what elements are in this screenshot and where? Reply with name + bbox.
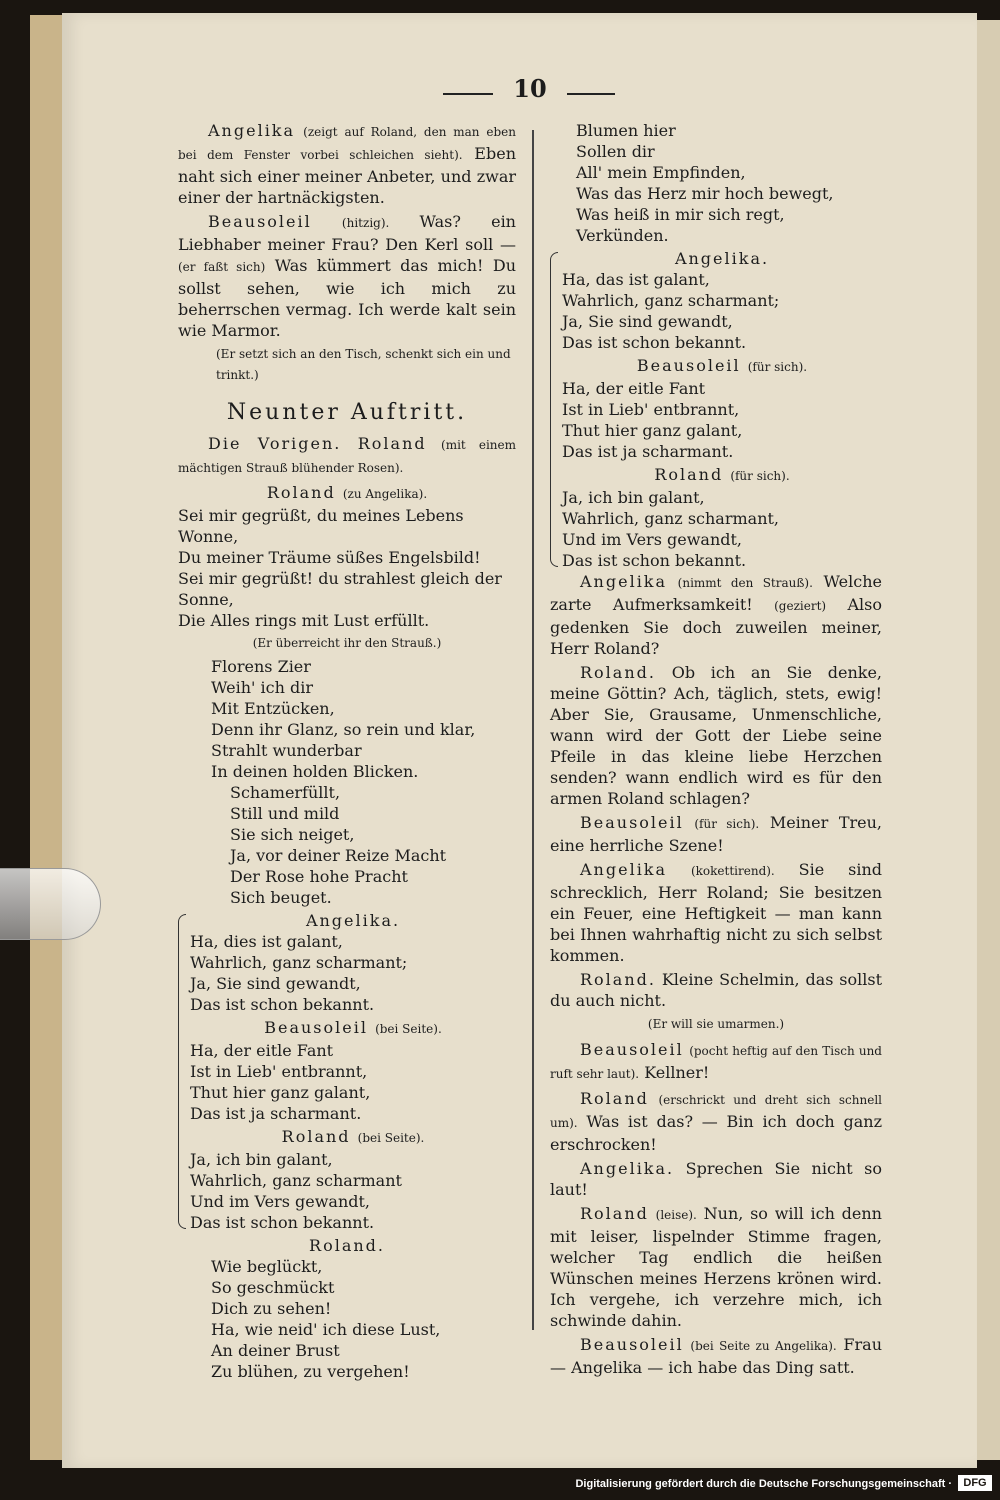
verse-line: Ha, der eitle Fant: [562, 379, 706, 398]
paragraph-roland-5: [550, 1203, 882, 1331]
dialogue-text: Kleine Schelmin, das sollst du auch nicht.: [550, 970, 883, 1010]
verse-line: Das ist schon bekannt.: [190, 995, 375, 1014]
stage-direction: (leise).: [655, 1208, 697, 1222]
verse-line: Du meiner Träume süßes Engelsbild!: [178, 548, 481, 567]
verse-line: Thut hier ganz galant,: [562, 421, 743, 440]
verse-line: Blumen hier: [576, 121, 676, 140]
right-column: [550, 120, 882, 1381]
funding-notice: Digitalisierung gefördert durch die Deutsche Forschungsgemeinschaft ·: [575, 1478, 952, 1490]
verse-line: Thut hier ganz galant,: [190, 1083, 371, 1102]
verse-line: Florens Zier: [211, 657, 311, 676]
verse-line: Wahrlich, ganz scharmant;: [562, 291, 780, 310]
speaker-name: Beausoleil: [580, 1040, 684, 1059]
verse-line: Wahrlich, ganz scharmant;: [190, 953, 408, 972]
cast-names: Die Vorigen. Roland: [208, 434, 427, 453]
verse-line: Das ist schon bekannt.: [190, 1213, 375, 1232]
verse-line: Das ist schon bekannt.: [562, 333, 747, 352]
verse-line: Wahrlich, ganz scharmant: [190, 1171, 402, 1190]
verse-line: Das ist ja scharmant.: [562, 442, 734, 461]
verse-line: Sie sich neiget,: [230, 825, 355, 844]
curly-brace: [178, 914, 186, 1229]
stage-direction: (bei Seite).: [357, 1131, 425, 1145]
dialogue-text: Meiner Treu, eine herrliche Szene!: [550, 813, 883, 855]
verse-song-2: [178, 782, 516, 908]
verse-line: Was heiß in mir sich regt,: [576, 205, 785, 224]
verse-line: Die Alles rings mit Lust erfüllt.: [178, 611, 430, 630]
paragraph-beausoleil-2: [550, 812, 882, 856]
stage-direction: (für sich).: [730, 469, 790, 483]
stage-direction: (kokettirend).: [690, 864, 775, 878]
cast-line: [178, 433, 516, 479]
verse-line: Ha, der eitle Fant: [190, 1041, 334, 1060]
speaker-name: Beausoleil: [208, 212, 312, 231]
verse-line: An deiner Brust: [211, 1341, 340, 1360]
verse-line: Verkünden.: [576, 226, 669, 245]
header-rule-left: [443, 93, 493, 95]
dialogue-text: Sie sind schrecklich, Herr Roland; Sie besitzen ein Feuer, eine Heftigkeit — man kann bei Ihnen wahrhaftig nicht zu sich selbst kommen.: [550, 860, 883, 965]
speaker-name: Roland: [580, 1204, 649, 1223]
stage-direction-block: (Er will sie umarmen.): [647, 1017, 785, 1031]
verse-line: Ja, ich bin galant,: [190, 1150, 333, 1169]
paragraph-angelika-1: [178, 120, 516, 208]
speaker-name: Angelika.: [580, 1159, 675, 1178]
paragraph-beausoleil-1: [178, 211, 516, 341]
verse-line: Wahrlich, ganz scharmant,: [562, 509, 780, 528]
verse-roland-greeting: [178, 505, 516, 631]
speaker-heading: Angelika.: [674, 249, 770, 268]
verse-song-1: [178, 656, 516, 782]
speaker-name: Roland: [580, 1089, 649, 1108]
verse-line: Ja, ich bin galant,: [562, 488, 705, 507]
stage-direction: (geziert): [774, 599, 827, 613]
stage-direction: (bei Seite zu Angelika).: [690, 1339, 837, 1353]
verse-line: Sollen dir: [576, 142, 655, 161]
verse-line: Weih' ich dir: [211, 678, 313, 697]
verse-line: Denn ihr Glanz, so rein und klar,: [211, 720, 476, 739]
verse-line: Wie beglückt,: [211, 1257, 323, 1276]
stage-direction-block: (Er setzt sich an den Tisch, schenkt sich ein und trinkt.): [216, 347, 511, 382]
paragraph-beausoleil-4: [550, 1334, 882, 1378]
verse-line: Still und mild: [230, 804, 340, 823]
paragraph-beausoleil-3: [550, 1039, 882, 1085]
stage-direction: (pocht heftig auf den Tisch und ruft sehr laut).: [550, 1044, 882, 1081]
dialogue-text: Was ist das? — Bin ich doch ganz erschrocken!: [550, 1112, 883, 1154]
verse-line: Das ist ja scharmant.: [190, 1104, 362, 1123]
verse-line: Ja, vor deiner Reize Macht: [230, 846, 447, 865]
verse-line: Zu blühen, zu vergehen!: [211, 1362, 410, 1381]
dialogue-text: Was? ein Liebhaber meiner Frau? Den Kerl soll —: [178, 212, 516, 254]
verse-continuation: [550, 120, 882, 246]
speaker-name: Angelika: [580, 860, 668, 879]
stage-direction: (zu Angelika).: [342, 487, 428, 501]
speaker-name: Roland: [266, 483, 336, 502]
dialogue-text: Nun, so will ich denn mit leiser, lispelnder Stimme fragen, welcher Tag endlich die heißen Wünschen meines Herzens krönen wird. Ich vergehe, ich verzehre mich, ich schwinde dahin.: [550, 1204, 882, 1330]
verse-line: Ha, wie neid' ich diese Lust,: [211, 1320, 441, 1339]
stage-direction: (erschrickt und dreht sich schnell um).: [550, 1093, 883, 1130]
footer-bar: [0, 1470, 1000, 1500]
verse-line: Das ist schon bekannt.: [562, 551, 747, 570]
verse-line: Schamerfüllt,: [230, 783, 341, 802]
dialogue-text: Welche zarte Aufmerksamkeit!: [550, 572, 882, 614]
paragraph-roland-2: [550, 662, 882, 809]
verse-line: Ha, dies ist galant,: [190, 932, 343, 951]
speaker-name: Roland.: [580, 970, 656, 989]
speaker-heading: [178, 482, 516, 505]
paragraph-angelika-2: [550, 571, 882, 659]
speaker-heading: [562, 355, 882, 378]
dialogue-text: Frau — Angelika — ich habe das Ding satt.: [550, 1335, 882, 1377]
verse-line: Sei mir gegrüßt! du strahlest gleich der Sonne,: [178, 569, 502, 609]
speaker-heading: Roland.: [309, 1236, 385, 1255]
speaker-name: Angelika: [580, 572, 668, 591]
trio-group-right: [550, 248, 882, 571]
dialogue-text: Ob ich an Sie denke, meine Göttin? Ach, täglich, stets, ewig! Aber Sie, Grausame, Unmenschliche, wann wird der Gott der Liebe seine Pfeile in das kleine liebe Herzchen senden? wann endlich wird es für den armen Roland schlagen?: [550, 663, 882, 808]
dialogue-text: Was kümmert das mich! Du sollst sehen, wie ich mich zu beherrschen vermag. Ich werde kalt sein wie Marmor.: [178, 256, 516, 340]
stage-direction-block: (Er überreicht ihr den Strauß.): [252, 636, 442, 650]
stage-direction: (zeigt auf Roland, den man eben bei dem Fenster vorbei schleichen sieht).: [178, 125, 516, 162]
stage-direction: (mit einem mächtigen Strauß blühender Rosen).: [178, 438, 516, 475]
scene-heading: Neunter Auftritt.: [226, 400, 468, 425]
verse-line: So geschmückt: [211, 1278, 335, 1297]
paragraph-angelika-3: [550, 859, 882, 966]
verse-line: Ha, das ist galant,: [562, 270, 710, 289]
column-divider: [532, 130, 534, 1330]
trio-group-left: [178, 910, 516, 1233]
header-rule-right: [567, 93, 615, 95]
bookmark-tab[interactable]: [0, 868, 101, 940]
verse-line: Was das Herz mir hoch bewegt,: [576, 184, 834, 203]
speaker-name: Roland: [654, 465, 724, 484]
speaker-name: Angelika: [208, 121, 296, 140]
stage-direction: (er faßt sich): [178, 260, 266, 274]
speaker-name: Roland.: [580, 663, 656, 682]
verse-line: Ja, Sie sind gewandt,: [190, 974, 361, 993]
speaker-name: Beausoleil: [580, 813, 684, 832]
paragraph-roland-3: [550, 969, 882, 1011]
verse-line: In deinen holden Blicken.: [211, 762, 419, 781]
verse-line: Ist in Lieb' entbrannt,: [562, 400, 740, 419]
speaker-heading: [190, 1017, 516, 1040]
page-number: 10: [513, 74, 547, 103]
dialogue-text: Also gedenken Sie doch zuweilen meiner, Herr Roland?: [550, 595, 882, 658]
verse-line: Der Rose hohe Pracht: [230, 867, 408, 886]
verse-line: Strahlt wunderbar: [211, 741, 362, 760]
dfg-logo: DFG: [958, 1475, 992, 1491]
dialogue-text: Eben naht sich einer meiner Anbeter, und zwar einer der hartnäckigsten.: [178, 144, 516, 207]
paragraph-angelika-4: [550, 1158, 882, 1200]
dialogue-text: Kellner!: [644, 1063, 710, 1082]
verse-line: Und im Vers gewandt,: [562, 530, 742, 549]
stage-direction: (nimmt den Strauß).: [677, 576, 813, 590]
verse-line: Ja, Sie sind gewandt,: [562, 312, 733, 331]
verse-roland-song: [178, 1256, 516, 1382]
verse-line: Dich zu sehen!: [211, 1299, 332, 1318]
stage-direction: (hitzig).: [341, 216, 390, 230]
verse-line: All' mein Empfinden,: [576, 163, 746, 182]
verse-line: Sich beuget.: [230, 888, 332, 907]
speaker-name: Beausoleil: [580, 1335, 684, 1354]
speaker-name: Roland: [281, 1127, 351, 1146]
verse-line: Ist in Lieb' entbrannt,: [190, 1062, 368, 1081]
dialogue-text: Sprechen Sie nicht so laut!: [550, 1159, 882, 1199]
speaker-heading: [190, 1126, 516, 1149]
verse-line: Und im Vers gewandt,: [190, 1192, 370, 1211]
verse-line: Mit Entzücken,: [211, 699, 335, 718]
speaker-name: Beausoleil: [636, 356, 741, 375]
stage-direction: (bei Seite).: [375, 1022, 442, 1036]
stage-direction: (für sich).: [747, 360, 808, 374]
left-column: [178, 120, 516, 1382]
stage-direction: (für sich).: [694, 817, 760, 831]
speaker-heading: [562, 464, 882, 487]
curly-brace: [550, 252, 558, 567]
speaker-heading: Angelika.: [305, 911, 401, 930]
paragraph-roland-4: [550, 1088, 882, 1155]
speaker-name: Beausoleil: [264, 1018, 368, 1037]
page-header: [0, 72, 1000, 112]
verse-line: Sei mir gegrüßt, du meines Lebens Wonne,: [178, 506, 464, 546]
